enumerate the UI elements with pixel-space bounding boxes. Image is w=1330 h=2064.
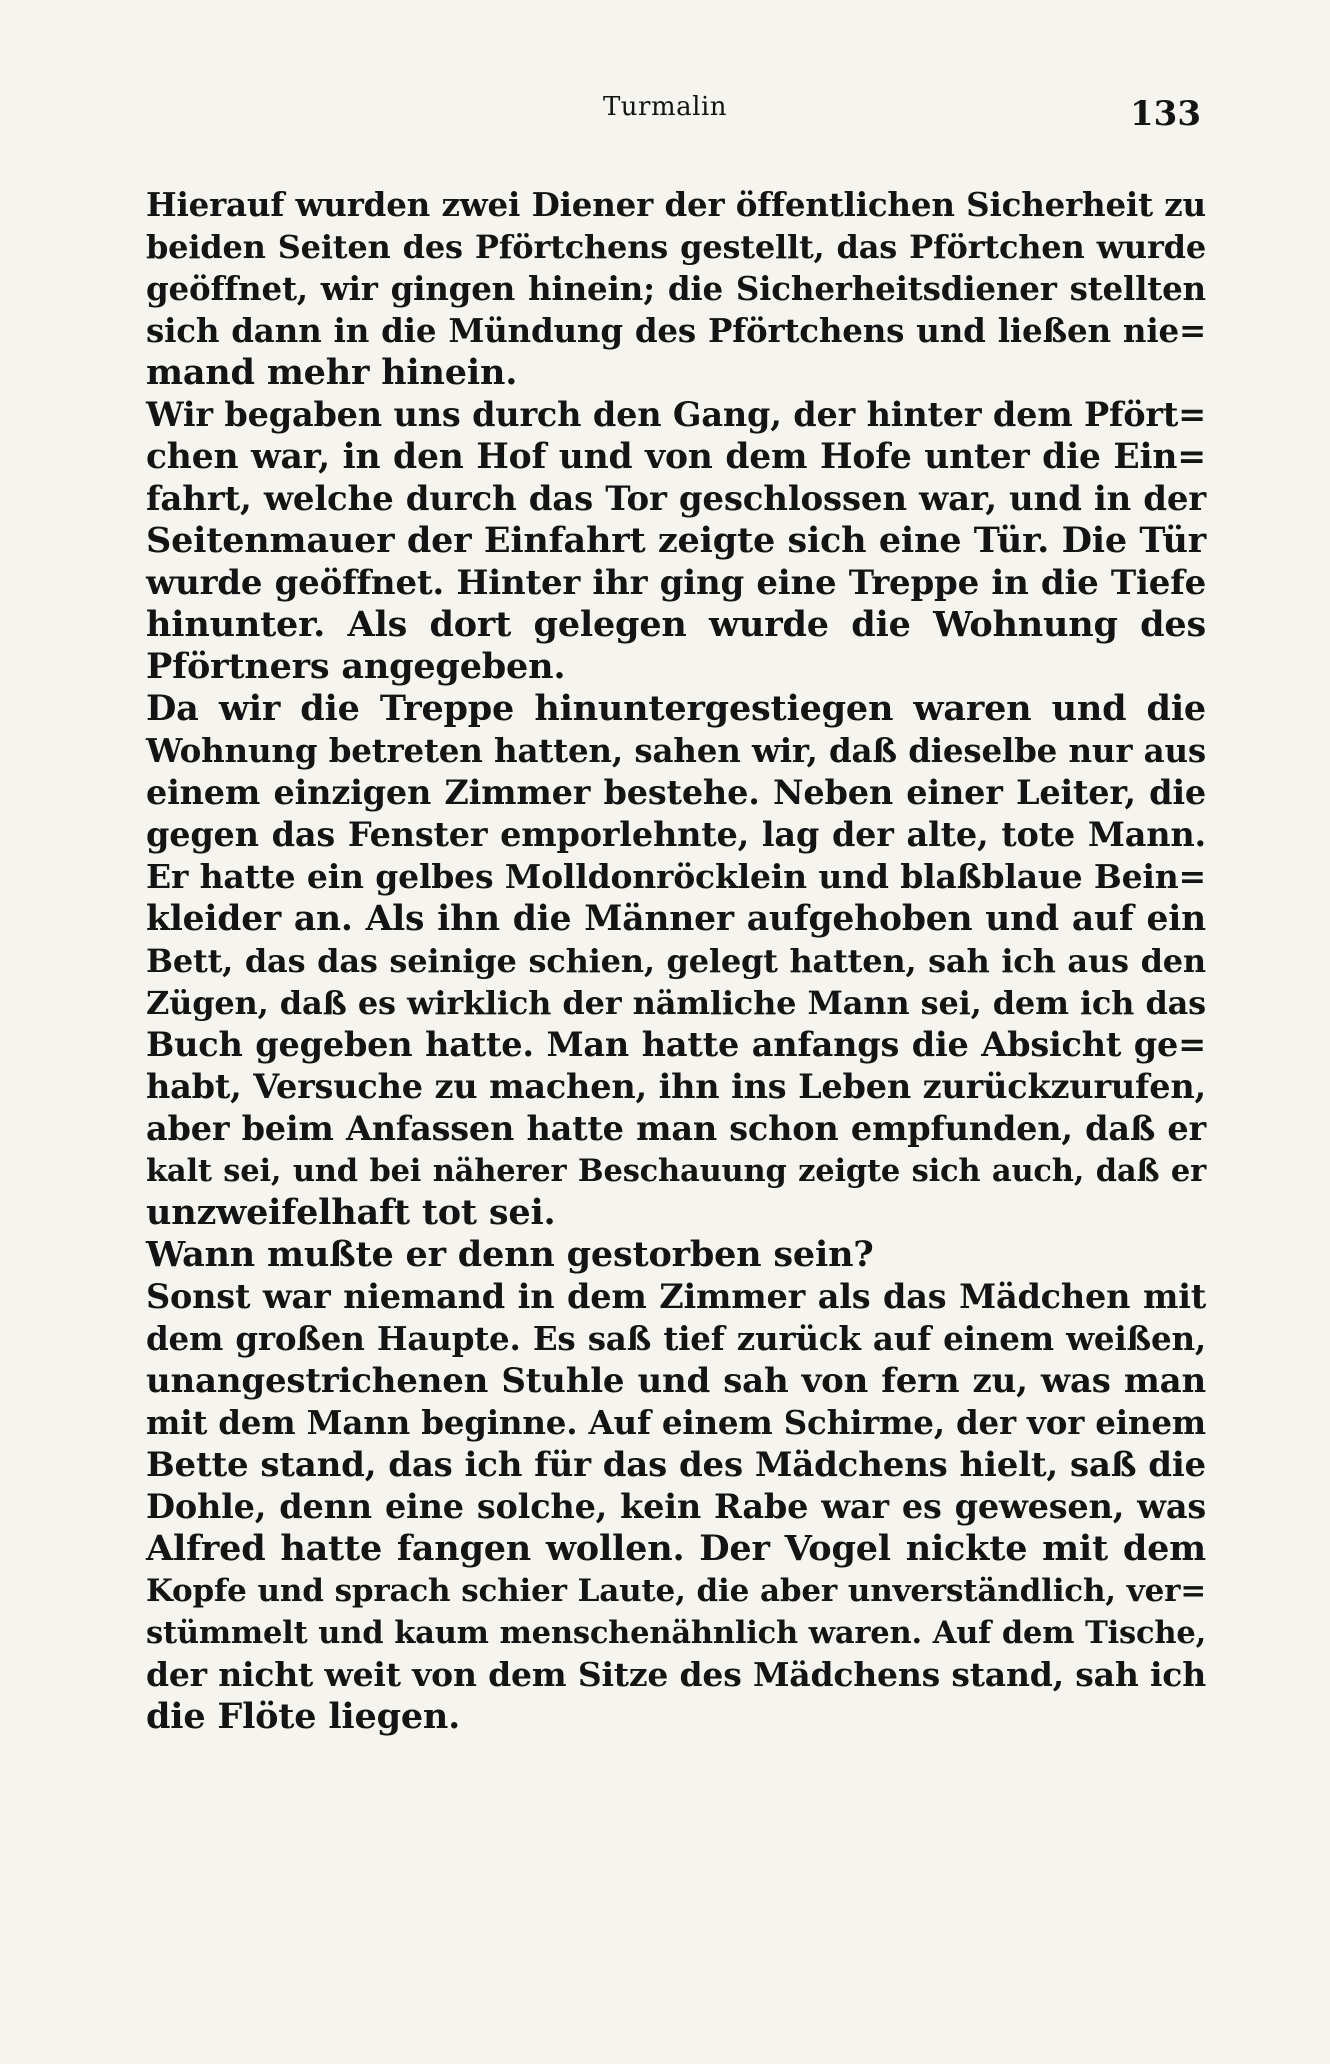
text-line: Da wir die Treppe hinuntergestiegen waren und die [146, 688, 1206, 729]
text-line: Dohle, denn eine solche, kein Rabe war es gewesen, was [146, 1487, 1206, 1526]
text-line: Er hatte ein gelbes Molldonröcklein und blaßblaue Bein= [146, 857, 1206, 896]
text-line: unangestrichenen Stuhle und sah von fern zu, was man [146, 1361, 1206, 1401]
running-title: Turmalin [602, 92, 728, 122]
text-line: chen war, in den Hof und von dem Hofe unter die Ein= [146, 437, 1206, 477]
text-line: habt, Versuche zu machen, ihn ins Leben zurückzurufen, [146, 1067, 1206, 1106]
text-line: geöffnet, wir gingen hinein; die Sicherheitsdiener stellten [146, 269, 1206, 308]
text-line: Alfred hatte fangen wollen. Der Vogel nickte mit dem [146, 1528, 1206, 1569]
text-line: aber beim Anfassen hatte man schon empfunden, daß er [146, 1109, 1206, 1148]
text-line: unzweifelhaft tot sei. [146, 1192, 556, 1233]
text-line: Pförtners angegeben. [146, 646, 566, 687]
text-line: Wir begaben uns durch den Gang, der hinter dem Pfört= [146, 395, 1206, 434]
text-line: Wann mußte er denn gestorben sein? [146, 1234, 874, 1275]
text-line: stümmelt und kaum menschenähnlich waren. Auf dem Tische, [146, 1615, 1206, 1651]
text-line: der nicht weit von dem Sitze des Mädchens stand, sah ich [146, 1655, 1206, 1694]
text-line: sich dann in die Mündung des Pförtchens und ließen nie= [146, 311, 1206, 350]
text-line: mit dem Mann beginne. Auf einem Schirme, der vor einem [146, 1403, 1206, 1442]
text-line: wurde geöffnet. Hinter ihr ging eine Treppe in die Tiefe [146, 563, 1206, 603]
text-line: Seitenmauer der Einfahrt zeigte sich eine Tür. Die Tür [146, 520, 1206, 561]
text-line: Sonst war niemand in dem Zimmer als das Mädchen mit [146, 1277, 1206, 1316]
text-line: hinunter. Als dort gelegen wurde die Wohnung des [146, 604, 1206, 645]
text-line: Bett, das das seinige schien, gelegt hatten, sah ich aus den [146, 942, 1206, 980]
text-line: Hierauf wurden zwei Diener der öffentlichen Sicherheit zu [146, 185, 1206, 224]
text-line: mand mehr hinein. [146, 352, 518, 393]
text-line: Zügen, daß es wirklich der nämliche Mann sei, dem ich das [146, 984, 1206, 1022]
text-line: Buch gegeben hatte. Man hatte anfangs die Absicht ge= [146, 1025, 1206, 1064]
page-number: 133 [1130, 94, 1201, 134]
text-line: Kopfe und sprach schier Laute, die aber unverständlich, ver= [146, 1573, 1206, 1609]
text-line: beiden Seiten des Pförtchens gestellt, das Pförtchen wurde [146, 228, 1206, 266]
text-line: dem großen Haupte. Es saß tief zurück auf einem weißen, [146, 1319, 1206, 1358]
text-line: Wohnung betreten hatten, sahen wir, daß dieselbe nur aus [146, 731, 1206, 770]
text-line: fahrt, welche durch das Tor geschlossen war, und in der [146, 479, 1206, 519]
body-text [146, 184, 1206, 1738]
text-line: einem einzigen Zimmer bestehe. Neben einer Leiter, die [146, 773, 1206, 812]
text-line: kalt sei, und bei näherer Beschauung zeigte sich auch, daß er [146, 1153, 1206, 1189]
text-line: kleider an. Als ihn die Männer aufgehoben und auf ein [146, 899, 1206, 939]
text-line: Bette stand, das ich für das des Mädchens hielt, saß die [146, 1445, 1206, 1485]
text-line: gegen das Fenster emporlehnte, lag der alte, tote Mann. [146, 815, 1206, 854]
text-line: die Flöte liegen. [146, 1696, 461, 1737]
